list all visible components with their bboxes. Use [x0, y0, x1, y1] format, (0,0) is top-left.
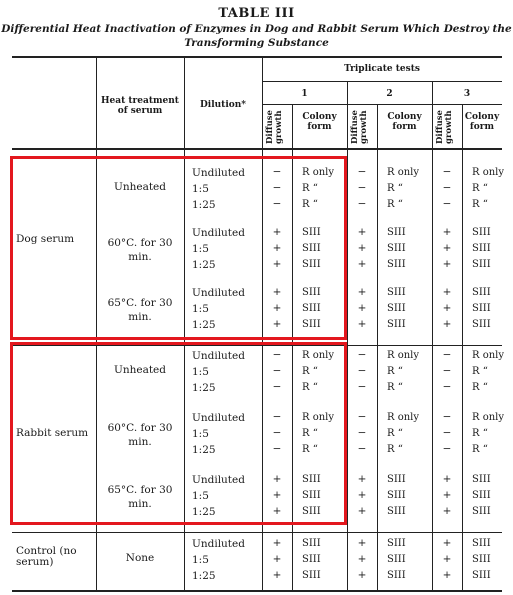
treatment-label: 60°C. for 30 min. — [107, 422, 173, 448]
dilution-value: Undiluted — [192, 538, 245, 550]
dilution-value: Undiluted — [192, 287, 245, 299]
colony-form-cell: SIII — [302, 538, 321, 549]
diffuse-growth-cell: + — [272, 553, 282, 565]
diffuse-growth-cell: + — [272, 473, 282, 485]
diffuse-growth-cell: + — [442, 473, 452, 485]
diffuse-growth-cell: + — [442, 537, 452, 549]
test-number-rule — [262, 104, 502, 105]
group-label: Control (no serum) — [16, 545, 77, 568]
colony-form-cell: SIII — [302, 227, 321, 238]
colony-form-cell: R “ — [302, 366, 318, 377]
colony-form-cell: R “ — [302, 382, 318, 393]
subcolumn-rule — [462, 104, 463, 590]
diffuse-growth-cell: − — [357, 166, 367, 178]
group-label: Rabbit serum — [16, 427, 89, 439]
colony-form-header: Colony form — [387, 112, 422, 132]
diffuse-growth-cell: + — [442, 553, 452, 565]
colony-form-cell: SIII — [472, 506, 491, 517]
colony-form-cell: R only — [302, 167, 335, 178]
colony-form-cell: R only — [387, 167, 420, 178]
test-number-2: 2 — [386, 89, 393, 99]
diffuse-growth-cell: − — [357, 411, 367, 423]
diffuse-growth-cell: + — [272, 569, 282, 581]
dilution-value: 1:5 — [192, 243, 209, 255]
triplicate-header: Triplicate tests — [344, 64, 420, 74]
diffuse-growth-cell: − — [357, 443, 367, 455]
dilution-value: 1:5 — [192, 303, 209, 315]
dilution-value: 1:25 — [192, 199, 216, 211]
colony-form-cell: SIII — [387, 227, 406, 238]
colony-form-cell: R “ — [387, 183, 403, 194]
colony-form-cell: SIII — [387, 506, 406, 517]
diffuse-growth-cell: + — [442, 226, 452, 238]
column-rule — [347, 81, 348, 590]
heat-treatment-header: Heat treatment of serum — [101, 96, 179, 116]
colony-form-cell: R only — [472, 350, 505, 361]
diffuse-growth-cell: − — [442, 182, 452, 194]
diffuse-growth-cell: − — [272, 349, 282, 361]
treatment-label: None — [125, 552, 155, 564]
diffuse-growth-cell: − — [357, 182, 367, 194]
dilution-value: 1:25 — [192, 570, 216, 582]
diffuse-growth-cell: − — [272, 443, 282, 455]
diffuse-growth-cell: + — [272, 537, 282, 549]
colony-form-cell: SIII — [472, 538, 491, 549]
header-bottom-rule — [12, 148, 502, 150]
colony-form-cell: SIII — [302, 490, 321, 501]
diffuse-growth-cell: + — [272, 489, 282, 501]
colony-form-cell: R only — [302, 412, 335, 423]
colony-form-cell: SIII — [472, 227, 491, 238]
colony-form-cell: SIII — [472, 319, 491, 330]
diffuse-growth-cell: + — [357, 505, 367, 517]
table-top-rule — [12, 56, 502, 58]
colony-form-cell: SIII — [302, 287, 321, 298]
diffuse-growth-cell: + — [357, 537, 367, 549]
diffuse-growth-cell: + — [357, 226, 367, 238]
diffuse-growth-cell: − — [272, 411, 282, 423]
colony-form-cell: SIII — [472, 474, 491, 485]
diffuse-growth-cell: − — [442, 427, 452, 439]
diffuse-growth-cell: + — [357, 318, 367, 330]
treatment-label: 65°C. for 30 min. — [107, 297, 173, 323]
diffuse-growth-cell: − — [272, 166, 282, 178]
colony-form-cell: R “ — [472, 444, 488, 455]
diffuse-growth-cell: + — [272, 318, 282, 330]
diffuse-growth-cell: + — [272, 302, 282, 314]
diffuse-growth-cell: + — [357, 242, 367, 254]
colony-form-cell: R only — [302, 350, 335, 361]
colony-form-cell: SIII — [302, 303, 321, 314]
diffuse-growth-cell: − — [357, 427, 367, 439]
dilution-value: Undiluted — [192, 350, 245, 362]
colony-form-cell: R “ — [472, 366, 488, 377]
colony-form-cell: R “ — [387, 366, 403, 377]
colony-form-cell: SIII — [472, 259, 491, 270]
diffuse-growth-cell: − — [442, 349, 452, 361]
colony-form-cell: SIII — [302, 259, 321, 270]
diffuse-growth-cell: − — [272, 381, 282, 393]
diffuse-growth-cell: − — [272, 198, 282, 210]
colony-form-cell: R only — [472, 167, 505, 178]
diffuse-growth-cell: + — [272, 226, 282, 238]
dilution-value: Undiluted — [192, 474, 245, 486]
table-bottom-rule — [12, 590, 502, 592]
diffuse-growth-cell: − — [357, 349, 367, 361]
dilution-value: Undiluted — [192, 227, 245, 239]
caption-line-1: Differential Heat Inactivation of Enzymes in Dog and Rabbit Serum Which Destroy the — [1, 23, 512, 35]
colony-form-cell: SIII — [472, 287, 491, 298]
colony-form-cell: SIII — [387, 490, 406, 501]
diffuse-growth-cell: + — [442, 318, 452, 330]
dilution-value: 1:25 — [192, 382, 216, 394]
diffuse-growth-cell: + — [357, 569, 367, 581]
table-caption — [0, 22, 513, 50]
treatment-label: 65°C. for 30 min. — [107, 484, 173, 510]
colony-form-cell: R “ — [472, 199, 488, 210]
dilution-value: 1:5 — [192, 554, 209, 566]
dilution-value: 1:5 — [192, 183, 209, 195]
diffuse-growth-cell: − — [272, 427, 282, 439]
dilution-value: 1:5 — [192, 366, 209, 378]
dog-serum-highlight — [10, 156, 347, 340]
diffuse-growth-cell: + — [357, 302, 367, 314]
colony-form-cell: R “ — [387, 444, 403, 455]
colony-form-cell: SIII — [472, 554, 491, 565]
colony-form-cell: SIII — [302, 319, 321, 330]
colony-form-cell: R “ — [302, 183, 318, 194]
diffuse-growth-cell: + — [442, 302, 452, 314]
colony-form-cell: SIII — [472, 490, 491, 501]
diffuse-growth-cell: + — [442, 489, 452, 501]
colony-form-cell: SIII — [472, 570, 491, 581]
diffuse-growth-cell: + — [357, 258, 367, 270]
colony-form-cell: SIII — [387, 538, 406, 549]
dilution-value: 1:5 — [192, 490, 209, 502]
diffuse-growth-cell: − — [442, 198, 452, 210]
dilution-value: 1:25 — [192, 319, 216, 331]
colony-form-cell: R “ — [302, 444, 318, 455]
dilution-value: 1:25 — [192, 444, 216, 456]
colony-form-cell: SIII — [302, 570, 321, 581]
diffuse-growth-cell: + — [357, 473, 367, 485]
diffuse-growth-cell: − — [272, 365, 282, 377]
diffuse-growth-cell: + — [442, 286, 452, 298]
diffuse-growth-cell: − — [442, 166, 452, 178]
diffuse-growth-cell: + — [442, 258, 452, 270]
diffuse-growth-cell: + — [357, 489, 367, 501]
subcolumn-rule — [377, 104, 378, 590]
diffuse-growth-cell: + — [272, 258, 282, 270]
colony-form-header: Colony form — [302, 112, 337, 132]
caption-line-2: Transforming Substance — [184, 37, 329, 49]
colony-form-cell: SIII — [302, 506, 321, 517]
colony-form-cell: R “ — [472, 382, 488, 393]
colony-form-cell: R “ — [302, 428, 318, 439]
colony-form-cell: R only — [387, 350, 420, 361]
colony-form-header: Colony form — [464, 112, 500, 132]
colony-form-cell: SIII — [387, 287, 406, 298]
diffuse-growth-cell: − — [442, 381, 452, 393]
diffuse-growth-cell: + — [442, 242, 452, 254]
group-rule — [12, 532, 502, 533]
colony-form-cell: SIII — [387, 474, 406, 485]
treatment-label: 60°C. for 30 min. — [107, 237, 173, 263]
colony-form-cell: SIII — [472, 243, 491, 254]
colony-form-cell: R “ — [387, 199, 403, 210]
dilution-value: Undiluted — [192, 412, 245, 424]
dilution-header: Dilution* — [199, 100, 246, 110]
treatment-label: Unheated — [113, 364, 166, 376]
diffuse-growth-cell: − — [357, 365, 367, 377]
diffuse-growth-header: Diffuse growth — [265, 110, 284, 144]
test-number-3: 3 — [463, 89, 471, 99]
colony-form-cell: R only — [472, 412, 505, 423]
dilution-value: Undiluted — [192, 167, 245, 179]
colony-form-cell: R “ — [472, 183, 488, 194]
diffuse-growth-cell: + — [357, 286, 367, 298]
triplicate-rule — [262, 81, 502, 82]
colony-form-cell: SIII — [387, 303, 406, 314]
dilution-value: 1:25 — [192, 506, 216, 518]
colony-form-cell: R “ — [387, 428, 403, 439]
colony-form-cell: R “ — [472, 428, 488, 439]
colony-form-cell: SIII — [302, 474, 321, 485]
diffuse-growth-cell: − — [272, 182, 282, 194]
diffuse-growth-cell: − — [442, 411, 452, 423]
diffuse-growth-cell: − — [442, 443, 452, 455]
colony-form-cell: SIII — [387, 554, 406, 565]
group-label: Dog serum — [16, 233, 75, 245]
colony-form-cell: R “ — [302, 199, 318, 210]
diffuse-growth-cell: + — [272, 286, 282, 298]
diffuse-growth-cell: + — [442, 505, 452, 517]
colony-form-cell: SIII — [302, 554, 321, 565]
dilution-value: 1:5 — [192, 428, 209, 440]
diffuse-growth-cell: − — [357, 381, 367, 393]
column-rule — [432, 81, 433, 590]
colony-form-cell: SIII — [387, 570, 406, 581]
diffuse-growth-cell: + — [442, 569, 452, 581]
dilution-value: 1:25 — [192, 259, 216, 271]
colony-form-cell: R “ — [387, 382, 403, 393]
table-label: TABLE III — [218, 6, 295, 21]
treatment-label: Unheated — [113, 181, 166, 193]
diffuse-growth-cell: + — [272, 505, 282, 517]
diffuse-growth-header: Diffuse growth — [435, 110, 454, 144]
diffuse-growth-cell: + — [272, 242, 282, 254]
colony-form-cell: SIII — [387, 319, 406, 330]
diffuse-growth-cell: − — [357, 198, 367, 210]
diffuse-growth-header: Diffuse growth — [350, 110, 369, 144]
rabbit-serum-highlight — [10, 342, 347, 525]
colony-form-cell: SIII — [387, 243, 406, 254]
diffuse-growth-cell: + — [357, 553, 367, 565]
colony-form-cell: R only — [387, 412, 420, 423]
diffuse-growth-cell: − — [442, 365, 452, 377]
colony-form-cell: SIII — [472, 303, 491, 314]
colony-form-cell: SIII — [302, 243, 321, 254]
colony-form-cell: SIII — [387, 259, 406, 270]
test-number-1: 1 — [301, 89, 308, 99]
